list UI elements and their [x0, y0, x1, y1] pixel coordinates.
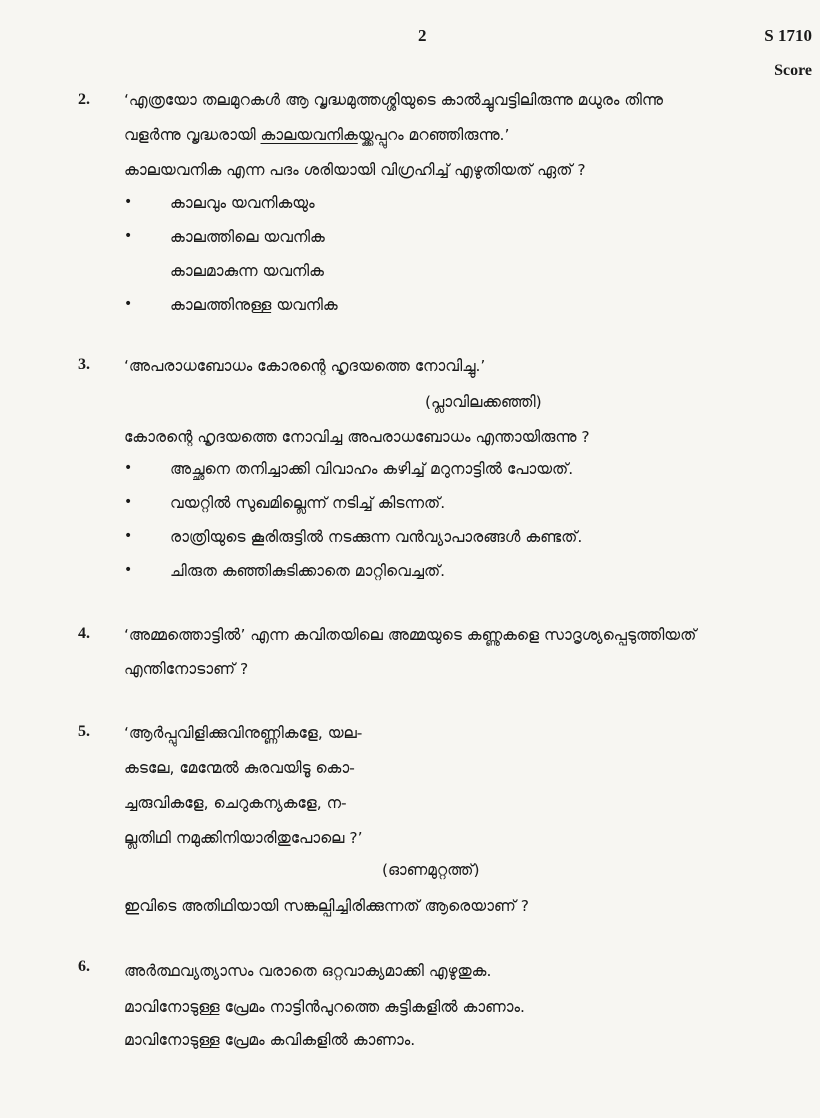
question-number: 2. — [78, 91, 90, 108]
question-number: 6. — [78, 958, 90, 975]
source-reference: (ഓണമുറ്റത്ത്) — [382, 861, 480, 879]
poem-line: ‘ആർപ്പുവിളിക്കുവിനുണ്ണികളേ, യല- — [124, 724, 363, 742]
option: രാത്രിയുടെ കൂരിരുട്ടിൽ നടക്കുന്ന വൻവ്യാപാരങ്ങൾ കണ്ടത്. — [170, 528, 583, 546]
underlined-word: കാലയവനിക — [260, 126, 358, 144]
question-number: 3. — [78, 356, 90, 373]
source-reference: (പ്ലാവിലക്കഞ്ഞി) — [425, 393, 542, 411]
bullet-icon: • — [124, 460, 133, 476]
bullet-icon: • — [124, 562, 133, 578]
bullet-icon: • — [124, 228, 133, 244]
bullet-icon: • — [124, 296, 133, 312]
sentence-line: മാവിനോടുള്ള പ്രേമം കവികളിൽ കാണാം. — [124, 1031, 416, 1049]
option: അച്ഛനെ തനിച്ചാക്കി വിവാഹം കഴിച്ച് മറുനാട്ടിൽ പോയത്. — [170, 460, 574, 478]
quote-line: ‘അപരാധബോധം കോരന്റെ ഹൃദയത്തെ നോവിച്ചു.’ — [124, 357, 486, 375]
option: കാലത്തിനുള്ള യവനിക — [170, 296, 338, 314]
option: കാലമാകുന്ന യവനിക — [170, 262, 324, 280]
question-text: ഇവിടെ അതിഥിയായി സങ്കല്പിച്ചിരിക്കുന്നത് ആരെയാണ് ? — [124, 897, 530, 915]
question-number: 5. — [78, 723, 90, 740]
paper-code: S 1710 — [764, 26, 812, 45]
page-number: 2 — [418, 26, 427, 45]
question-text: കോരന്റെ ഹൃദയത്തെ നോവിച്ച അപരാധബോധം എന്തായിരുന്നു ? — [124, 428, 590, 446]
score-label: Score — [774, 62, 812, 79]
option: വയറ്റിൽ സുഖമില്ലെന്ന് നടിച്ച് കിടന്നത്. — [170, 494, 446, 512]
poem-line: ച്ചരുവികളേ, ചെറുകന്യകളേ, ന- — [124, 794, 347, 812]
quote-line: ‘എത്രയോ തലമുറകൾ ആ വൃദ്ധമുത്തശ്ശിയുടെ കാൽച്ചുവട്ടിലിരുന്നു മധുരം തിന്നു — [124, 91, 663, 109]
instruction-text: അർത്ഥവ്യത്യാസം വരാതെ ഒറ്റവാക്യമാക്കി എഴുതുക. — [124, 962, 492, 980]
question-text: കാലയവനിക എന്ന പദം ശരിയായി വിഗ്രഹിച്ച് എഴുതിയത് ഏത് ? — [124, 161, 586, 179]
bullet-icon: • — [124, 528, 133, 544]
quote-line — [124, 124, 509, 146]
bullet-icon: • — [124, 494, 133, 510]
option: ചിരുത കഞ്ഞികുടിക്കാതെ മാറ്റിവെച്ചത്. — [170, 562, 446, 580]
sentence-line: മാവിനോടുള്ള പ്രേമം നാട്ടിൻപുറത്തെ കുട്ടികളിൽ കാണാം. — [124, 998, 525, 1016]
option: കാലവും യവനികയും — [170, 194, 315, 212]
question-text: ‘അമ്മത്തൊട്ടിൽ’ എന്ന കവിതയിലെ അമ്മയുടെ കണ്ണുകളെ സാദൃശ്യപ്പെടുത്തിയത് — [124, 626, 697, 644]
question-number: 4. — [78, 625, 90, 642]
poem-line: കടലേ, മേന്മേൽ കുരവയിടൂ കൊ- — [124, 759, 355, 777]
bullet-icon: • — [124, 194, 133, 210]
quote-text: യ്ക്കപ്പുറം മറഞ്ഞിരുന്നു.’ — [357, 126, 510, 144]
quote-text: വളർന്നു വൃദ്ധരായി — [124, 126, 261, 144]
poem-line: ല്ലതിഥി നമുക്കിനിയാരിതുപോലെ ?’ — [124, 829, 363, 847]
question-text: എന്തിനോടാണ് ? — [124, 660, 249, 678]
option: കാലത്തിലെ യവനിക — [170, 228, 325, 246]
